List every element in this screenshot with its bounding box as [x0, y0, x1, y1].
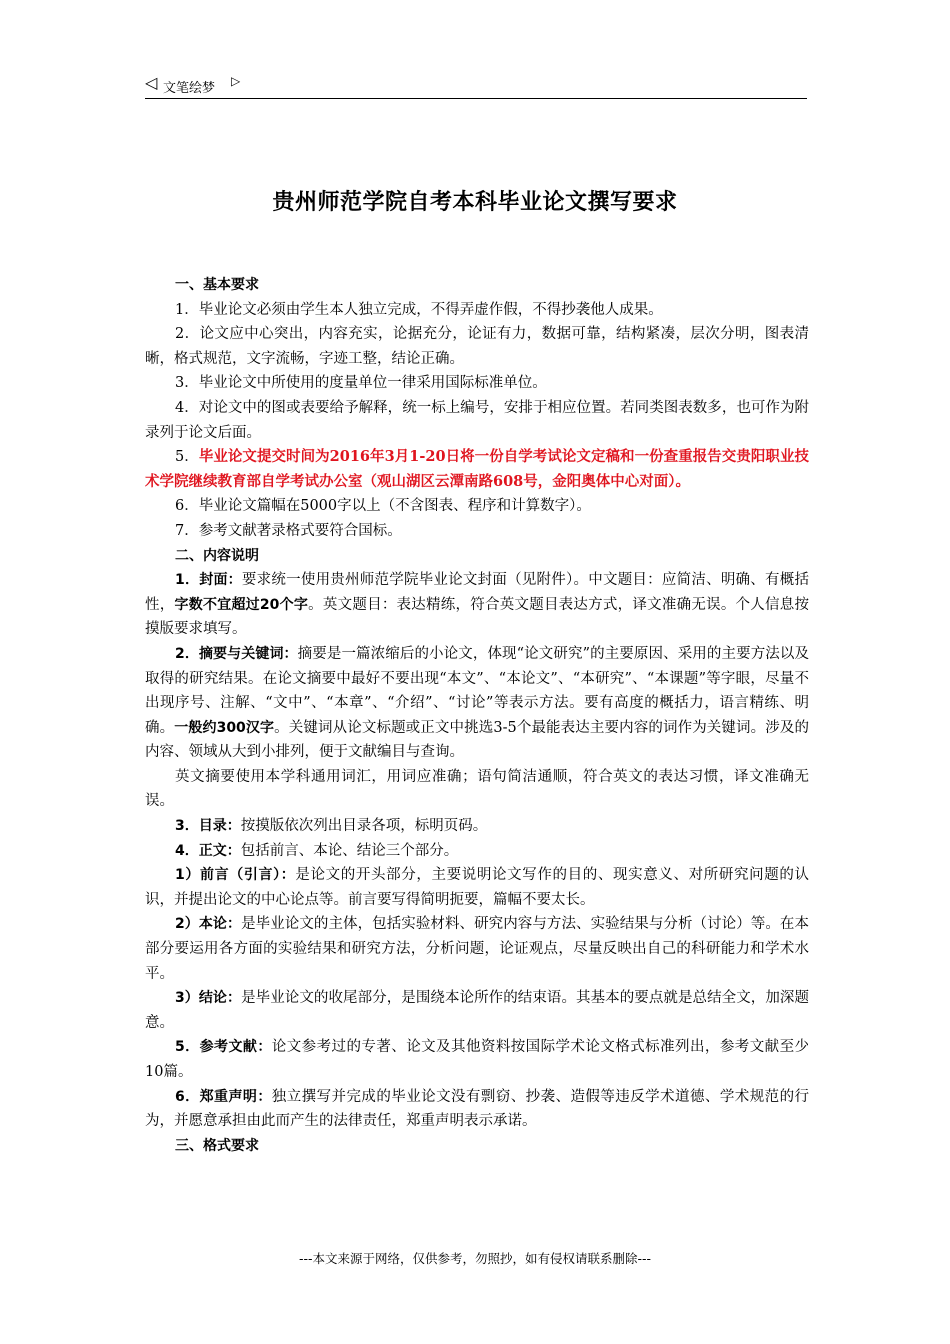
cover-paragraph: [145, 568, 809, 642]
references-text: 论文参考过的专著、论文及其他资料按国际学术论文格式标准列出，参考文献至少10篇。: [145, 1039, 810, 1080]
right-triangle-icon: ▷: [231, 74, 241, 88]
toc-label: 3．目录：: [175, 818, 241, 835]
declaration-text: 独立撰写并完成的毕业论文没有剽窃、抄袭、造假等违反学术道德、学术规范的行为，并愿意承担由此而产生的法律责任，郑重声明表示承诺。: [145, 1088, 810, 1130]
section-heading-content: 二、内容说明: [175, 547, 259, 564]
basic-item-1: 1．毕业论文必须由学生本人独立完成，不得弄虚作假，不得抄袭他人成果。: [175, 301, 663, 318]
basic-item-2: 2．论文应中心突出，内容充实，论据充分，论证有力，数据可靠，结构紧凑，层次分明，图表清晰，格式规范，文字流畅，字迹工整，结论正确。: [145, 326, 809, 367]
body-label: 4．正文：: [175, 842, 241, 859]
page-header: [145, 72, 807, 99]
submission-notice: 毕业论文提交时间为2016年3月1-20日将一份自学考试论文定稿和一份查重报告交贵阳职业技术学院继续教育部自学考试办公室（观山湖区云潭南路608号，金阳奥体中心对面）。: [145, 448, 809, 490]
document-body: [145, 273, 809, 1158]
intro-paragraph: [145, 863, 809, 912]
declaration-paragraph: [145, 1085, 809, 1134]
section-heading-basic: 一、基本要求: [175, 277, 259, 293]
page-footer: ---本文来源于网络，仅供参考，勿照抄，如有侵权请联系删除---: [298, 1251, 652, 1266]
abstract-bold-text: 一般约300汉字: [174, 719, 275, 736]
references-paragraph: [145, 1035, 809, 1084]
basic-item-7: 7．参考文献著录格式要符合国标。: [175, 522, 402, 539]
abstract-label: 2．摘要与关键词：: [175, 645, 298, 662]
abstract-text-a: 摘要是一篇浓缩后的小论文，体现“论文研究”的主要原因、采用的主要方法以及取得的研究结果。在论文摘要中最好不要出现“本文”、“本论文”、“本研究”、“本课题”等字眼，尽量不出现序号、注解、“文中”、“本章”、“介绍”、“讨论”等表示方法。要有高度的概括力，语言精练、明确。: [145, 645, 809, 736]
conclusion-text: 是毕业论文的收尾部分，是围绕本论所作的结束语。其基本的要点就是总结全文，加深题意。: [145, 990, 809, 1031]
basic-item-4: 4．对论文中的图或表要给予解释，统一标上编号，安排于相应位置。若同类图表数多，也可作为附录列于论文后面。: [145, 399, 809, 441]
document-title: 贵州师范学院自考本科毕业论文撰写要求: [272, 190, 678, 215]
references-label: 5．参考文献：: [175, 1039, 272, 1056]
item-5-number: 5．: [175, 449, 199, 466]
conclusion-label: 3）结论：: [175, 990, 242, 1007]
left-triangle-icon: ◁: [145, 73, 158, 92]
body-text: 包括前言、本论、结论三个部分。: [240, 842, 459, 859]
basic-item-5: [145, 445, 809, 494]
section-heading-format: 三、格式要求: [175, 1137, 259, 1154]
cover-text-a: 要求统一使用贵州师范学院毕业论文封面（见附件）。中文题目：应简洁、明确、有概括性，: [145, 572, 809, 613]
intro-label: 1）前言（引言）：: [175, 867, 296, 884]
header-brand: 文笔绘梦: [163, 81, 216, 96]
toc-paragraph: [145, 814, 809, 839]
main-label: 2）本论：: [175, 916, 242, 933]
body-paragraph: [145, 839, 809, 864]
main-text: 是毕业论文的主体，包括实验材料、研究内容与方法、实验结果与分析（讨论）等。在本部分要运用各方面的实验结果和研究方法，分析问题，论证观点，尽量反映出自己的科研能力和学术水平。: [145, 916, 809, 982]
main-paragraph: [145, 912, 809, 986]
intro-text: 是论文的开头部分，主要说明论文写作的目的、现实意义、对所研究问题的认识，并提出论文的中心论点等。前言要写得简明扼要，篇幅不要太长。: [145, 867, 809, 908]
cover-label: 1．封面：: [175, 572, 242, 589]
english-abstract-paragraph: 英文摘要使用本学科通用词汇，用词应准确；语句简洁通顺，符合英文的表达习惯，译文准确无误。: [145, 768, 809, 810]
abstract-text-b: 。关键词从论文标题或正文中挑选3-5个最能表达主要内容的词作为关键词。涉及的内容、领域从大到小排列，便于文献编目与查询。: [145, 719, 809, 761]
toc-text: 按摸版依次列出目录各项，标明页码。: [240, 818, 488, 835]
cover-bold-text: 字数不宜超过20个字: [174, 596, 309, 613]
abstract-paragraph: [145, 642, 809, 765]
conclusion-paragraph: [145, 986, 809, 1035]
basic-item-3: 3．毕业论文中所使用的度量单位一律采用国际标准单位。: [175, 375, 547, 392]
cover-text-b: 。英文题目：表达精练，符合英文题目表达方式，译文准确无误。个人信息按摸版要求填写。: [145, 596, 810, 638]
basic-item-6: 6．毕业论文篇幅在5000字以上（不含图表、程序和计算数字）。: [175, 498, 591, 515]
declaration-label: 6．郑重声明：: [175, 1088, 272, 1105]
